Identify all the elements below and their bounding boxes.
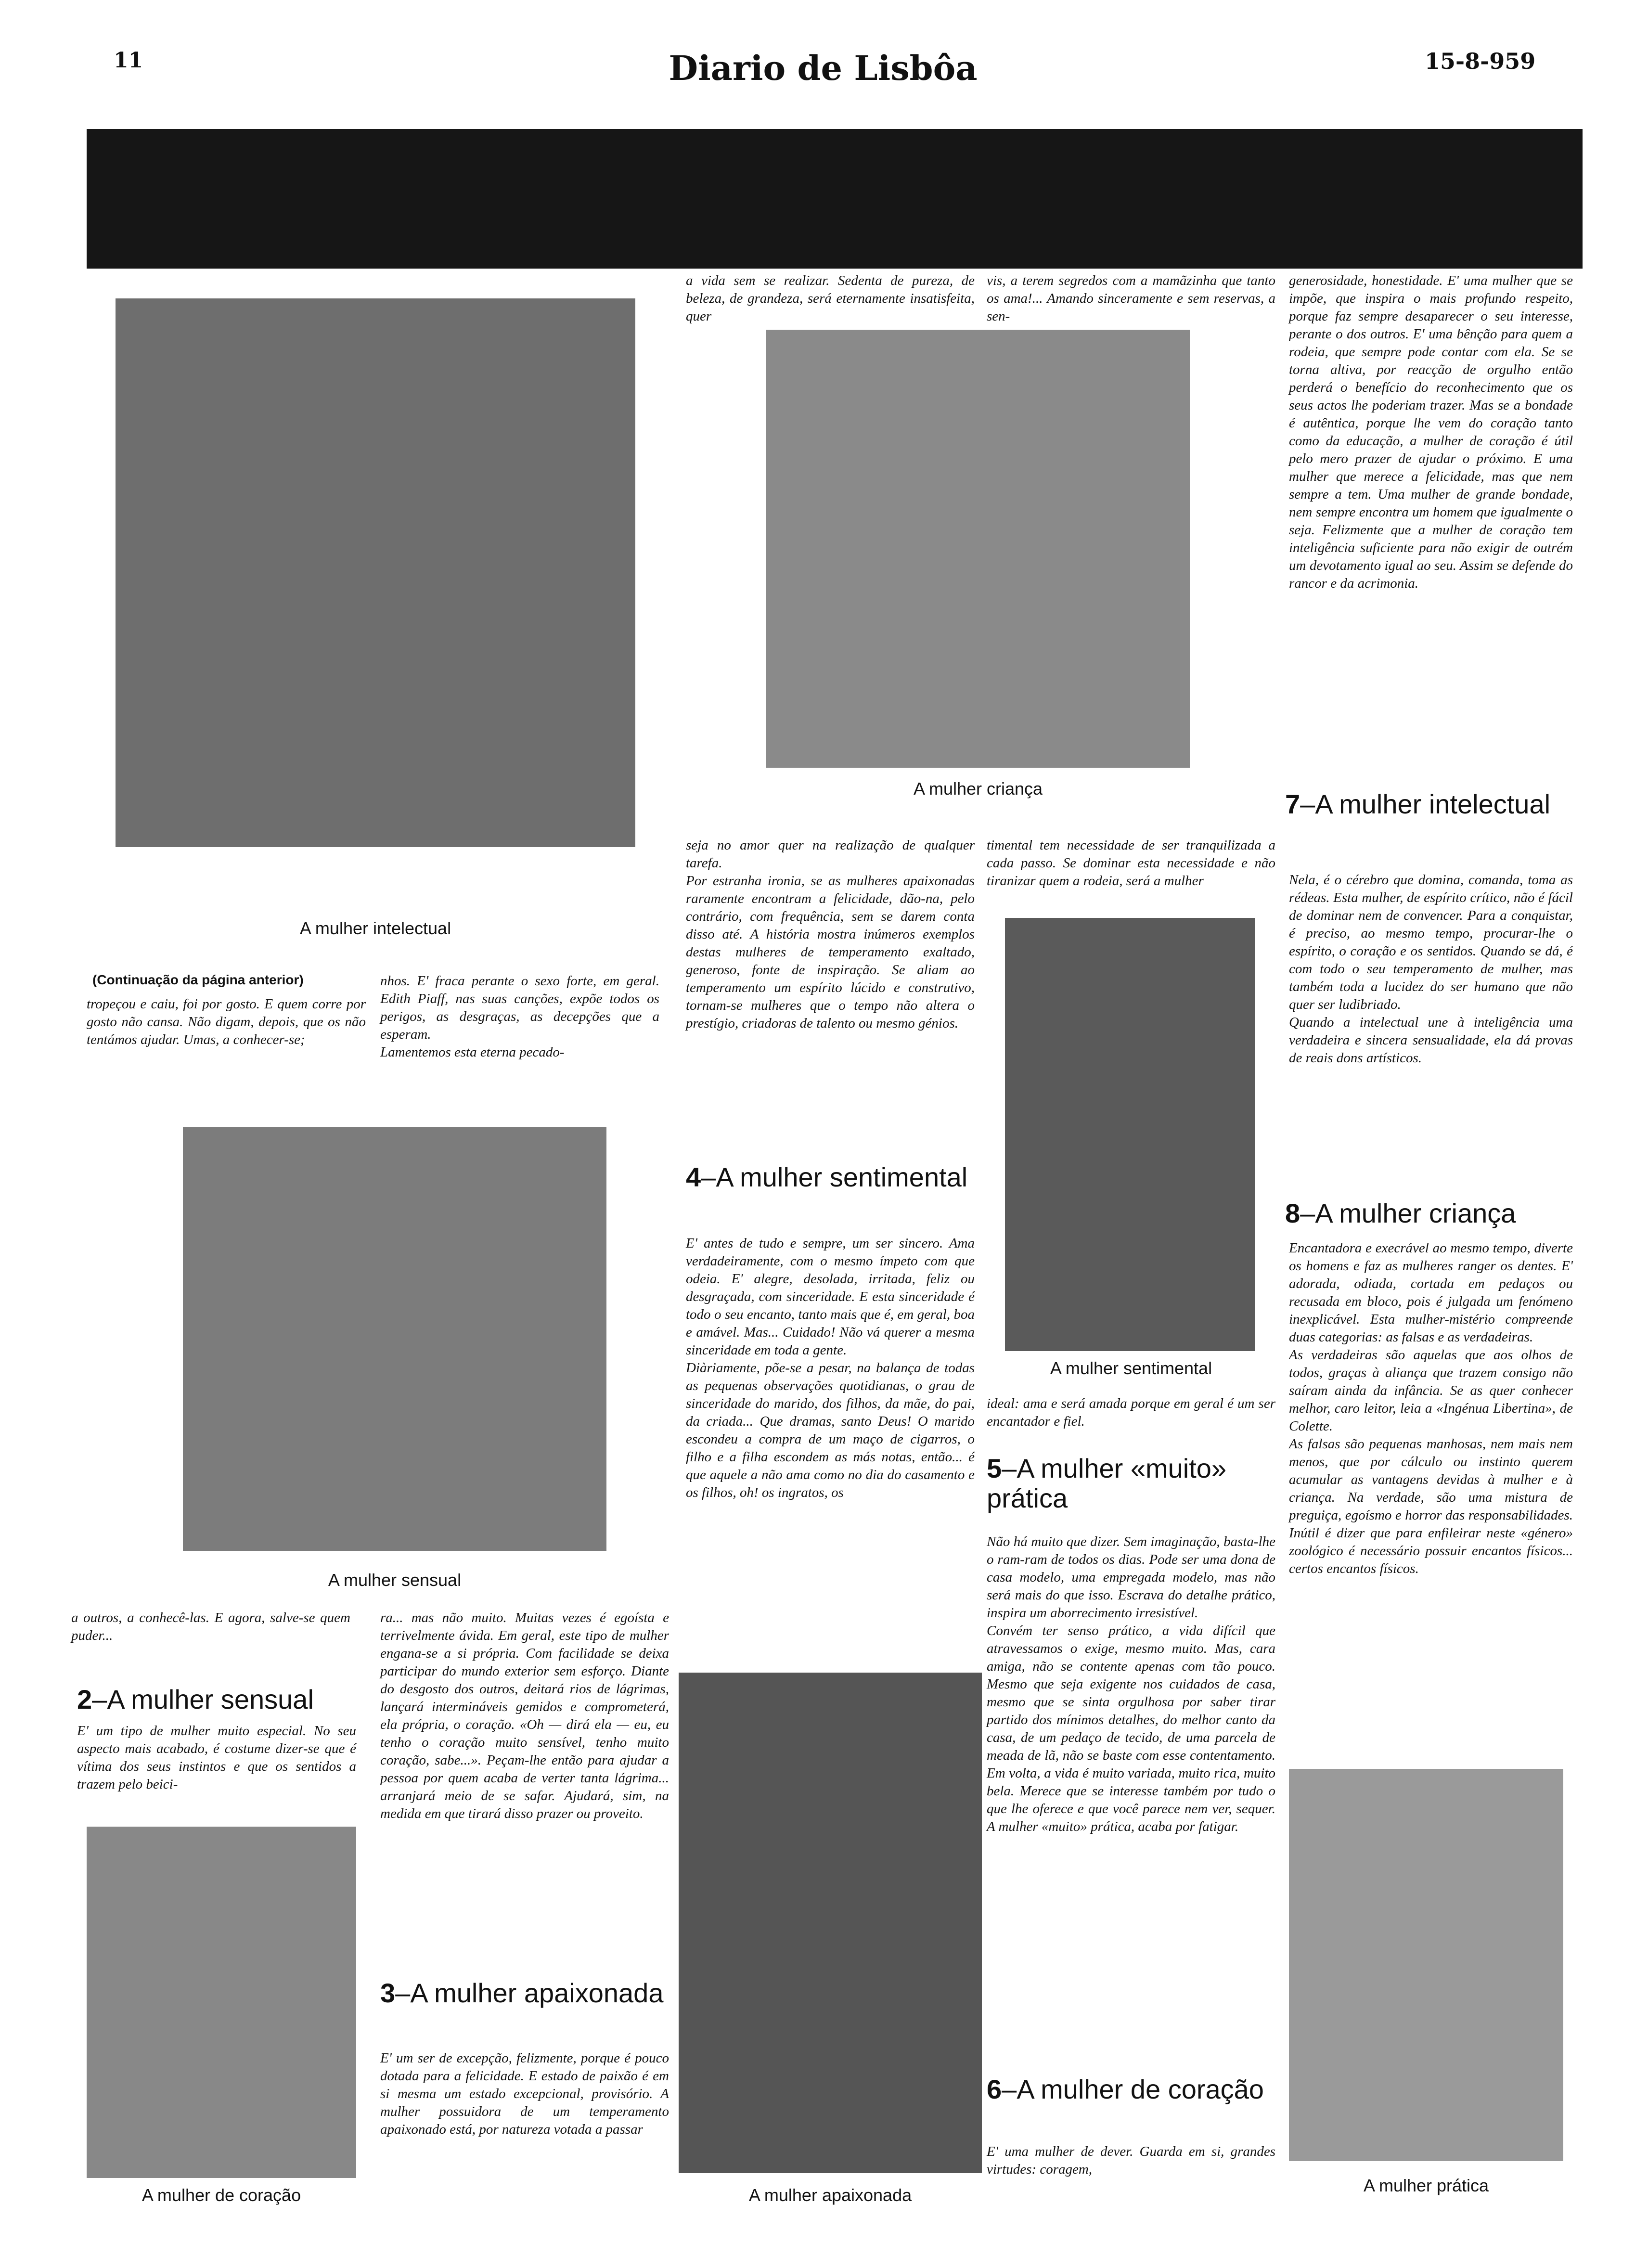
heading-sentimental: 4–A mulher sentimental [686,1162,968,1192]
caption-sentimental: A mulher sentimental [1050,1358,1212,1378]
heading-number: 6 [987,2074,1002,2104]
heading-coracao: 6–A mulher de coração [987,2074,1264,2104]
heading-title: A mulher sentimental [716,1162,968,1192]
text-sensual-body: E' um tipo de mulher muito especial. No seu aspecto mais acabado, é costume dizer-se que é vítima dos seus instintos e que os sentidos a trazem pelo beici- [77,1723,356,1792]
caption-crianca: A mulher criança [913,779,1043,799]
text-outros: a outros, a conhecê-las. E agora, salve-se quem puder... [71,1610,350,1643]
text-apaixonada-body: E' um ser de excepção, felizmente, porque é pouco dotada para a felicidade. E estado de paixão é em si mesma um estado excepcional, provisório. A mulher possuidora de um temperamento apaixonado está, por natureza votada a passar [380,2050,669,2137]
heading-number: 8 [1285,1198,1300,1228]
heading-apaixonada: 3–A mulher apaixonada [380,1978,664,2008]
photo-mulher-intelectual [116,298,635,847]
heading-number: 4 [686,1162,701,1192]
heading-crianca: 8–A mulher criança [1285,1198,1516,1228]
heading-title: A mulher de coração [1017,2074,1264,2104]
text-cont-left: tropeçou e caiu, foi por gosto. E quem corre por gosto não cansa. Não digam, depois, que os não tentámos ajudar. Umas, a conhecer-se; [87,996,366,1047]
continuation-note: (Continuação da página anterior) [92,972,304,987]
photo-mulher-pratica [1289,1769,1563,2161]
text-col3-top: a vida sem se realizar. Sedenta de pureza, de beleza, de grandeza, será eternamente insatisfeita, quer [686,273,975,324]
photo-mulher-sensual [183,1127,606,1551]
photo-mulher-apaixonada [679,1673,982,2173]
page-number: 11 [114,48,143,73]
issue-date: 15-8-959 [1425,48,1536,74]
heading-number: 2 [77,1684,92,1714]
heading-title: A mulher criança [1315,1198,1516,1228]
heading-title: A mulher intelectual [1315,789,1551,819]
text-col4-ideal: ideal: ama e será amada porque em geral é um ser encantador e fiel. [987,1396,1275,1429]
text-pratica-body: Não há muito que dizer. Sem imaginação, basta-lhe o ram-ram de todos os dias. Pode ser uma dona de casa modelo, uma empregada modelo, mas não será mais do que isso. Escrava do detalhe prático, inspira um aborrecimento irresistível. Convém ter senso prático, a vida difícil que atravessamos o exige, mesmo muito. Mas, cara amiga, não se contente apenas com tão pouco. Mesmo que seja exigente nos cuidados de casa, mesmo que se sinta orgulhosa por saber tirar partido dos mínimos detalhes, do melhor canto da casa, de um pedaço de tecido, de uma parcela de meada de lã, não se baste com esse contentamento. Em volta, a vida é muito variada, muito rica, muito bela. Merece que se interesse também por tudo o que lhe oferece e que você parece nem ver, sequer. A mulher «muito» prática, acaba por fatigar. [987,1534,1275,1834]
caption-pratica: A mulher prática [1363,2176,1489,2195]
heading-title: A mulher «muito» prática [987,1453,1227,1513]
text-col2-top: ra... mas não muito. Muitas vezes é egoísta e terrivelmente ávida. Em geral, este tipo de mulher engana-se a si própria. Com facilidade se deixa participar do mundo exterior sem esforço. Diante do desgosto dos outros, deitará rios de lágrimas, lançará intermináveis gemidos e comprometerá, ela própria, o coração. «Oh — dirá ela — eu, eu tenho o coração muito sensível, tenho muito coração, sabe...». Peçam-lhe então para ajudar a pessoa por quem acaba de verter tanta lágrima... arranjará meio de se safar. Ajudará, sim, na medida em que tirará disso prazer ou proveito. [380,1610,669,1821]
caption-sensual: A mulher sensual [328,1570,462,1590]
text-col3-mid: seja no amor quer na realização de qualquer tarefa. Por estranha ironia, se as mulheres apaixonadas raramente encontram a felicidade, dão-na, pelo contrário, com frequência, sem se darem conta disso até. A história mostra inúmeros exemplos destas mulheres de temperamento exaltado, generoso, fonte de inspiração. Se aliam ao temperamento um espírito lúcido e construtivo, tornam-se mulheres que o tempo não altera o prestígio, criadoras de talento ou mesmo génios. [686,838,975,1031]
caption-apaixonada: A mulher apaixonada [748,2185,912,2205]
heading-sensual: 2–A mulher sensual [77,1684,314,1714]
photo-mulher-sentimental [1005,918,1255,1351]
heading-number: 5 [987,1453,1002,1483]
title-banner [87,129,1583,269]
caption-intelectual: A mulher intelectual [299,918,451,938]
text-sentimental-body: E' antes de tudo e sempre, um ser sincero. Ama verdadeiramente, com o mesmo ímpeto com que odeia. E' alegre, desolada, irritada, feliz ou desgraçada, com sinceridade. E esta sinceridade é todo o seu encanto, tanto mais que é, em geral, boa e amável. Mas... Cuidado! Não vá querer a mesma sinceridade em toda a gente. Diàriamente, põe-se a pesar, na balança de todas as pequenas observações quotidianas, o grau de sinceridade do marido, dos filhos, da mãe, do pai, da criada... Que dramas, santo Deus! O marido escondeu a compra de um maço de cigarros, o filho e a filha escondem as más notas, então... é que aquele a não ama como no dia do casamento e os filhos, oh! os ingratos, os [686,1236,975,1500]
caption-coracao: A mulher de coração [142,2185,301,2205]
text-col5-top: generosidade, honestidade. E' uma mulher que se impõe, que inspira o mais profundo respeito, porque faz sempre desaparecer o seu interesse, perante o dos outros. E' uma bênção para quem a rodeia, que sempre pode contar com ela. Se se torna altiva, por reacção de orgulho então perderá o benefício do reconhecimento que os seus actos lhe poderiam trazer. Mas se a bondade é autêntica, porque lhe vem do coração tanto como da educação, a mulher de coração é útil pelo mero prazer de ajudar o próximo. E uma mulher que merece a felicidade, mas que nem sempre a tem. Uma mulher de grande bondade, nem sempre encontra um homem que igualmente o seja. Felizmente que a mulher de coração tem inteligência suficiente para não exigir de outrém um devotamento igual ao seu. Assim se defende do rancor e da acrimonia. [1289,273,1573,591]
photo-mulher-crianca [766,330,1190,768]
heading-title: A mulher sensual [107,1684,314,1714]
text-intelectual-body: Nela, é o cérebro que domina, comanda, toma as rédeas. Esta mulher, de espírito crítico, não é fácil de dominar nem de convencer. Para a conquistar, é preciso, ao mesmo tempo, procurar-lhe o espírito, o coração e os sentidos. Quando se dá, é com todo o seu temperamento de mulher, mas também toda a lucidez do ser humano que não quer ser ludibriado. Quando a intelectual une à inteligência uma verdadeira e sincera sensualidade, ela dá provas de reais dons artísticos. [1289,872,1573,1066]
text-coracao-body: E' uma mulher de dever. Guarda em si, grandes virtudes: coragem, [987,2144,1275,2177]
text-cont-right: nhos. E' fraca perante o sexo forte, em geral. Edith Piaff, nas suas canções, expõe todos os perigos, as desgraças, as decepções que a esperam. Lamentemos esta eterna pecado- [380,973,659,1060]
heading-title: A mulher apaixonada [410,1978,664,2008]
photo-mulher-de-coracao [87,1827,356,2178]
newspaper-masthead: Diario de Lisbôa [669,48,978,88]
text-col4-mid: timental tem necessidade de ser tranquilizada a cada passo. Se dominar esta necessidade e não tiranizar quem a rodeia, será a mulher [987,838,1275,889]
heading-pratica: 5–A mulher «muito» prática [987,1453,1227,1513]
text-crianca-body: Encantadora e execrável ao mesmo tempo, diverte os homens e faz as mulheres ranger os dentes. E' adorada, odiada, cortada em pedaços ou recusada em bloco, pois é julgada um fenómeno inexplicável. Esta mulher-mistério compreende duas categorias: as falsas e as verdadeiras. As verdadeiras são aquelas que aos olhos de todos, graças à aliança que trazem consigo não saíram ainda da infância. Se as quer conhecer melhor, caro leitor, leia a «Ingénua Libertina», de Colette. As falsas são pequenas manhosas, nem mais nem menos, que por cálculo ou instinto querem acumular as vantagens devidas à mulher e à criança. Na verdade, são uma mistura de preguiça, egoísmo e horror das responsabilidades. Inútil é dizer que para enfileirar neste «género» zoológico é necessário possuir encantos físicos... certos encantos físicos. [1289,1240,1573,1576]
heading-number: 3 [380,1978,396,2008]
heading-intelectual: 7–A mulher intelectual [1285,789,1551,819]
heading-number: 7 [1285,789,1300,819]
text-col4-top: vis, a terem segredos com a mamãzinha que tanto os ama!... Amando sinceramente e sem reservas, a sen- [987,273,1275,324]
